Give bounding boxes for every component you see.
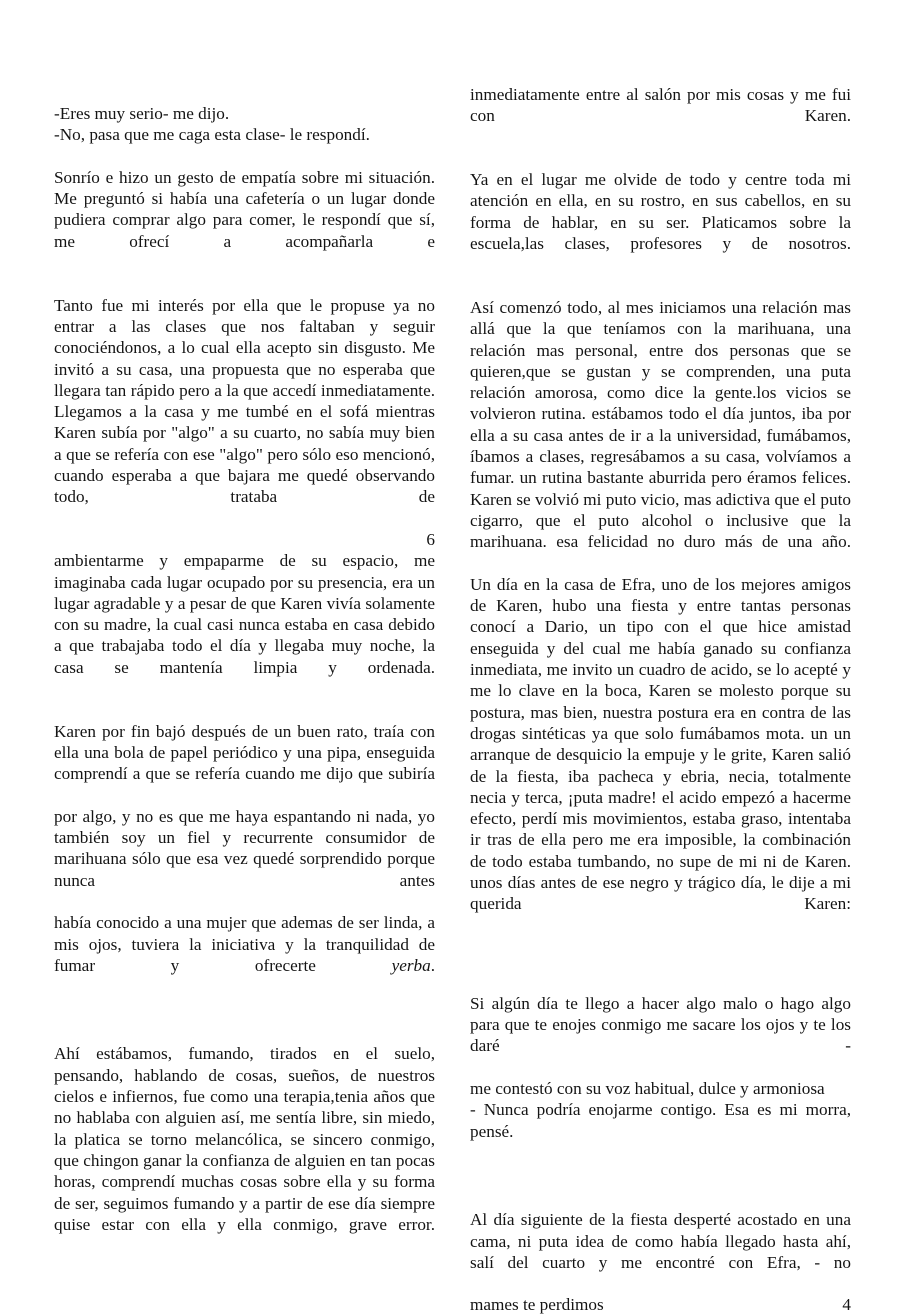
dialogue-line-2: -No, pasa que me caga esta clase- le respondí. xyxy=(54,125,370,145)
emphasis-yerba: yerba xyxy=(391,955,431,975)
paragraph-spacer xyxy=(470,148,851,169)
paragraph-ambientarme: ambientarme y empaparme de su espacio, me imaginaba cada lugar ocupado por su presencia, era un lugar agradable y a pesar de que Karen vivía solamente con su madre, la cual casi nunca estaba en casa debido a que trabajaba todo el día y llegaba muy noche, la casa se mantenía limpia y ordenada. xyxy=(54,551,435,677)
dialogue-line-1: -Eres muy serio- me dijo. xyxy=(54,104,230,123)
paragraph-un-dia-efra: Un día en la casa de Efra, uno de los mejores amigos de Karen, hubo una fiesta y entre tantas personas conocí a Dario, un tipo con el que hice amistad enseguida y del cual me había ganado su confianza inmediata, me invito un cuadro de acido, se lo acepté y me lo clave en la boca, Karen se molesto porque su postura, mas bien, nuestra postura era en contra de las drogas sintéticas ya que solo fumábamos mota. un un arranque de desquicio la empuje y le grite, Karen salió de la fiesta, iba pacheca y ebria, necia, totalmente necia y terca, ¡puta madre! el acido empezó a hacerme efecto, perdí mis movimientos, estaba graso, intentaba ir tras de ella pero me era imposible, la combinación de todo estaba tumbando, no supe de mi ni de Karen. unos días antes de ese negro y trágico día, le dije a mi querida Karen: xyxy=(470,574,851,914)
paragraph-tanto-fue: Tanto fue mi interés por ella que le propuse ya no entrar a las clases que nos faltaban y seguir conociéndonos, a lo cual ella acepto sin disgusto. Me invitó a su casa, una propuesta que no esperaba que llegara tan rápido pero a la que accedí inmediatamente. Llegamos a la casa y me tumbé en el sofá mientras Karen subía por "algo" a su cuarto, no sabía muy bien a que se refería con ese "algo" pero sólo eso mencionó, cuando esperaba a que bajara me quedé observando todo, trataba de xyxy=(54,295,435,507)
paragraph-me-contesto: me contestó con su voz habitual, dulce y armoniosa xyxy=(470,1079,825,1099)
paragraph-asi-comenzo: Así comenzó todo, al mes iniciamos una relación mas allá que la que teníamos con la marihuana, una relación mas personal, entre dos personas que se quieren,que se gustan y se comprenden, una puta relación amorosa, como dice la gente.los vicios se volvieron rutina. estábamos todo el día juntos, iba por ella a su casa antes de ir a la universidad, fumábamos, íbamos a clases, regresábamos a su casa, volvíamos a fumar. un rutina bastante aburrida pero éramos felices. Karen se volvió mi puto vicio, mas adictiva que el puto cigarro, que el puto alcohol o inclusive que la marihuana. esa felicidad no duro más de una año. xyxy=(470,297,851,552)
inline-page-artifact: 6 xyxy=(426,529,435,549)
section-spacer xyxy=(470,936,851,982)
paragraph-inmediatamente: inmediatamente entre al salón por mis cosas y me fui con Karen. xyxy=(470,85,851,126)
left-text-column xyxy=(54,103,435,1256)
paragraph-text-run: había conocido a una mujer que ademas de ser linda, a mis ojos, tuviera la iniciativa y la tranquilidad de fumar y ofrecerte xyxy=(54,913,435,975)
paragraph-nunca-podria: - Nunca podría enojarme contigo. Esa es mi morra, pensé. xyxy=(470,1100,851,1141)
paragraph-al-dia-siguiente: Al día siguiente de la fiesta desperté acostado en una cama, ni puta idea de como había llegado hasta ahí, salí del cuarto y me encontré con Efra, - no xyxy=(470,1210,851,1272)
final-line-with-page-number xyxy=(470,1294,851,1315)
paragraph-spacer xyxy=(470,276,851,297)
paragraph-ahi-estabamos: Ahí estábamos, fumando, tirados en el suelo, pensando, hablando de cosas, sueños, de nuestros cielos e infiernos, fue como una terapia,tenia años que no hablaba con alguien así, me sentía libre, sin miedo, la platica se torno melancólica, se sincero conmigo, que chingon ganar la confianza de alguien en tan pocas horas, comprendí muchas cosas sobre ella y su forma de ser, seguimos fumando y a partir de ese día siempre quise estar con ella y ella conmigo, grave error. xyxy=(54,1044,435,1234)
final-line-text: mames te perdimos xyxy=(470,1295,604,1315)
section-spacer xyxy=(470,1163,851,1209)
paragraph-por-algo: por algo, y no es que me haya espantando ni nada, yo también soy un fiel y recurrente consumidor de marihuana sólo que esa vez quedé sorprendido porque nunca antes xyxy=(54,806,435,890)
page-number: 4 xyxy=(842,1295,851,1315)
paragraph-karen-bajo: Karen por fin bajó después de un buen rato, traía con ella una bola de papel periódico y una pipa, enseguida comprendí a que se refería cuando me dijo que subiría xyxy=(54,721,435,784)
section-spacer xyxy=(470,982,851,993)
paragraph-spacer xyxy=(54,273,435,294)
paragraph-text-run: . xyxy=(430,955,435,975)
paragraph-spacer xyxy=(54,699,435,720)
paragraph-habia-conocido xyxy=(54,912,435,997)
right-text-column xyxy=(470,84,851,1316)
section-spacer xyxy=(54,997,435,1043)
paragraph-ya-en-el-lugar: Ya en el lugar me olvide de todo y centre toda mi atención en ella, en su rostro, en sus cabellos, en su forma de hablar, en su ser. Platicamos sobre la escuela,las clases, profesores y de nosotros. xyxy=(470,170,851,254)
paragraph-spacer xyxy=(54,146,435,167)
paragraph-si-algun-dia: Si algún día te llego a hacer algo malo o hago algo para que te enojes conmigo me sacare los ojos y te los daré - xyxy=(470,993,851,1056)
paragraph-sonrio: Sonrío e hizo un gesto de empatía sobre mi situación. Me preguntó si había una cafetería o un lugar donde pudiera comprar algo para comer, le respondí que sí, me ofrecí a acompañarla e xyxy=(54,167,435,251)
